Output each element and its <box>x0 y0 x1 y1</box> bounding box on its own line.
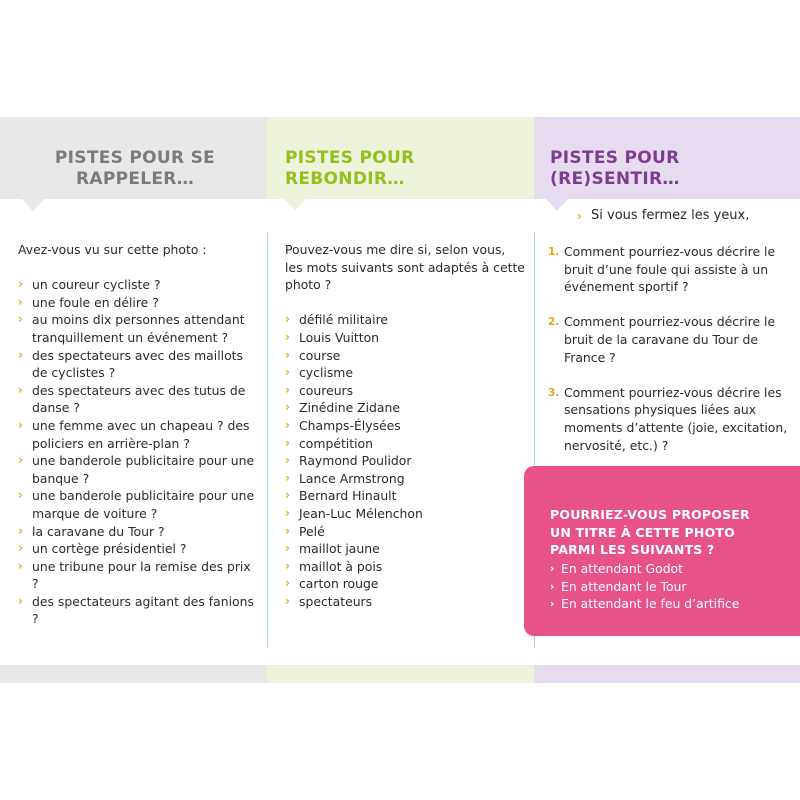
question-text: Comment pourriez-vous décrire les sensations physiques liées aux moments d’attente (joie, excitation, nervosité, etc.) ? <box>564 384 788 453</box>
chevron-right-icon: › <box>285 435 290 450</box>
chevron-right-icon: › <box>18 294 23 309</box>
list-item <box>285 487 525 505</box>
list-item-text: compétition <box>299 435 373 451</box>
list-item-text: une banderole publicitaire pour une banque ? <box>32 453 255 486</box>
list-item <box>18 382 258 417</box>
list-item <box>285 575 525 593</box>
footer-band <box>0 665 267 683</box>
chevron-right-icon: › <box>285 329 290 344</box>
chevron-right-icon: › <box>285 488 290 503</box>
list-item-text: spectateurs <box>299 593 373 609</box>
intro-text: Si vous fermez les yeux, <box>591 208 750 223</box>
question-number: 2. <box>548 316 560 329</box>
list-item <box>285 382 525 400</box>
column-divider <box>267 232 268 648</box>
list-item <box>18 593 258 628</box>
list-item <box>285 505 525 523</box>
list-item-text: Champs-Élysées <box>299 417 401 433</box>
list-item-text: une foule en délire ? <box>32 294 159 310</box>
list-item-text: un coureur cycliste ? <box>32 277 161 293</box>
chevron-right-icon: › <box>18 453 23 468</box>
list-item-text: des spectateurs avec des tutus de danse ? <box>32 382 246 416</box>
list-item-text: En attendant le Tour <box>561 578 687 594</box>
list-item-text: une tribune pour la remise des prix ? <box>32 558 251 592</box>
list-item-text: un cortège présidentiel ? <box>32 541 187 557</box>
list-item <box>285 558 525 576</box>
list-item <box>285 523 525 541</box>
question-list <box>18 276 258 628</box>
chevron-right-icon: › <box>18 593 23 608</box>
list-item <box>285 364 525 382</box>
header-pointer <box>22 199 44 211</box>
chevron-right-icon: › <box>285 505 290 520</box>
list-item <box>285 452 525 470</box>
list-item-text: défilé militaire <box>299 312 389 328</box>
list-item-text: En attendant le feu d’artifice <box>561 596 740 612</box>
question-number: 1. <box>548 246 560 258</box>
chevron-right-icon: › <box>285 400 290 415</box>
column-title-remember: PISTES POUR SE RAPPELER… <box>54 148 216 189</box>
numbered-question <box>548 313 788 366</box>
list-item-text: des spectateurs agitant des fanions ? <box>32 593 254 627</box>
question-text: Comment pourriez-vous décrire le bruit d’une foule qui assiste à un événement sportif ? <box>564 244 776 295</box>
list-item <box>285 347 525 365</box>
chevron-right-icon: › <box>285 541 290 556</box>
chevron-right-icon: › <box>18 523 23 538</box>
footer-band <box>267 665 534 683</box>
chevron-right-icon: › <box>18 382 23 397</box>
list-item-text: carton rouge <box>299 576 379 592</box>
chevron-right-icon: › <box>18 488 23 503</box>
chevron-right-icon: › <box>550 597 555 611</box>
chevron-right-icon: › <box>18 417 23 432</box>
list-item <box>18 558 258 593</box>
chevron-right-icon: › <box>18 347 23 362</box>
chevron-right-icon: › <box>18 277 23 292</box>
list-item <box>18 487 258 522</box>
chevron-right-icon: › <box>577 209 582 223</box>
column-intro: Avez-vous vu sur cette photo : <box>18 242 207 257</box>
list-item-text: coureurs <box>299 382 354 398</box>
list-item <box>285 593 525 611</box>
chevron-right-icon: › <box>285 417 290 432</box>
title-options-list <box>550 560 739 613</box>
list-item <box>18 523 258 541</box>
column-intro: Pouvez-vous me dire si, selon vous, les mots suivants sont adaptés à cette photo ? <box>285 242 525 293</box>
list-item <box>18 311 258 346</box>
list-item-text: maillot jaune <box>299 541 380 557</box>
chevron-right-icon: › <box>550 579 555 593</box>
question-number: 3. <box>548 386 560 399</box>
list-item-text: Louis Vuitton <box>299 329 380 345</box>
chevron-right-icon: › <box>285 593 290 608</box>
list-item <box>18 294 258 312</box>
list-item-text: une femme avec un chapeau ? des policiers en arrière-plan ? <box>32 417 250 451</box>
numbered-question-list <box>548 243 788 472</box>
list-item-text: Jean-Luc Mélenchon <box>299 505 423 521</box>
list-item-text: au moins dix personnes attendant tranquillement un événement ? <box>32 312 245 345</box>
list-item-text: cyclisme <box>299 365 353 381</box>
question-text: Comment pourriez-vous décrire le bruit de la caravane du Tour de France ? <box>564 314 776 365</box>
chevron-right-icon: › <box>18 312 23 327</box>
list-item <box>550 578 739 596</box>
list-item <box>18 276 258 294</box>
list-item-text: des spectateurs avec des maillots de cyclistes ? <box>32 347 243 381</box>
list-item <box>18 417 258 452</box>
title-proposal-box <box>524 466 800 636</box>
list-item-text: En attendant Godot <box>561 561 684 576</box>
list-item-text: Raymond Poulidor <box>299 453 412 469</box>
column-remember <box>18 241 258 628</box>
list-item <box>550 595 739 613</box>
list-item-text: Pelé <box>299 523 325 539</box>
footer-band <box>534 665 800 683</box>
numbered-question <box>548 384 788 454</box>
chevron-right-icon: › <box>550 562 555 575</box>
column-title-rebound: PISTES POUR REBONDIR… <box>285 148 415 189</box>
list-item-text: Zinédine Zidane <box>299 400 400 416</box>
list-item <box>285 417 525 435</box>
title-proposal-heading: POURRIEZ-VOUS PROPOSER UN TITRE À CETTE PHOTO PARMI LES SUIVANTS ? <box>550 507 750 557</box>
list-item <box>285 311 525 329</box>
list-item-text: Lance Armstrong <box>299 470 405 486</box>
list-item <box>285 435 525 453</box>
list-item-text: maillot à pois <box>299 558 383 574</box>
chevron-right-icon: › <box>285 558 290 573</box>
column-rebound <box>285 241 525 610</box>
list-item-text: la caravane du Tour ? <box>32 523 165 539</box>
list-item-text: Bernard Hinault <box>299 488 397 504</box>
chevron-right-icon: › <box>285 365 290 380</box>
chevron-right-icon: › <box>285 347 290 362</box>
chevron-right-icon: › <box>285 523 290 538</box>
column-intro-feel <box>577 207 750 225</box>
list-item <box>285 329 525 347</box>
column-title-feel: PISTES POUR (RE)SENTIR… <box>550 148 680 189</box>
chevron-right-icon: › <box>285 576 290 591</box>
chevron-right-icon: › <box>285 382 290 397</box>
list-item <box>285 470 525 488</box>
chevron-right-icon: › <box>285 312 290 327</box>
list-item <box>285 399 525 417</box>
word-list <box>285 311 525 610</box>
chevron-right-icon: › <box>285 470 290 485</box>
chevron-right-icon: › <box>18 558 23 573</box>
list-item <box>18 540 258 558</box>
list-item <box>18 452 258 487</box>
list-item <box>285 540 525 558</box>
chevron-right-icon: › <box>285 453 290 468</box>
list-item <box>18 347 258 382</box>
list-item <box>550 560 739 578</box>
list-item-text: une banderole publicitaire pour une marque de voiture ? <box>32 488 255 521</box>
chevron-right-icon: › <box>18 541 23 556</box>
numbered-question <box>548 243 788 296</box>
header-pointer <box>546 199 568 211</box>
header-pointer <box>284 199 306 211</box>
list-item-text: course <box>299 347 341 363</box>
